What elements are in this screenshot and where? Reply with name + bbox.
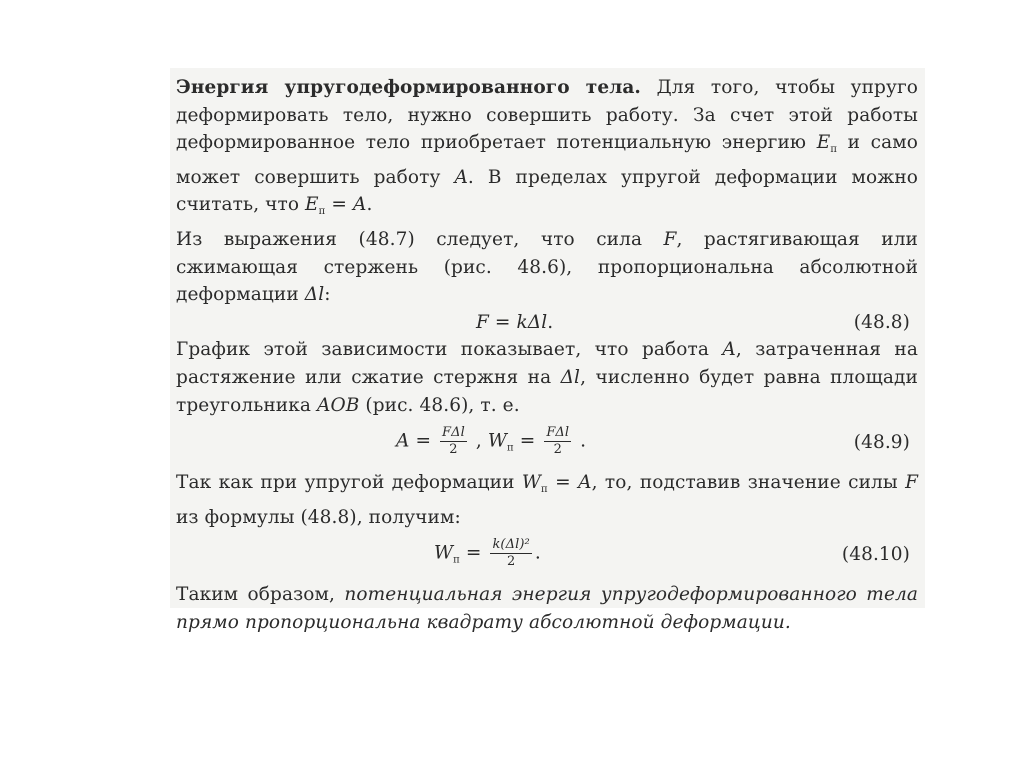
paragraph-1: Энергия упругодеформированного тела. Для того, чтобы упруго деформировать тело, нужно совершить работу. За счет этой работы деформированное тело приобретает потенциальную энергию $E_п$ и само может совершить работу A. В пределах упругой деформации можно считать, что $E_п = A$. xyxy=(176,77,919,218)
formula-expression: A = $\frac{\text{FΔl}}{2}$ , $W_п$ = $\frac{\text{FΔl}}{2}$ . xyxy=(396,425,587,458)
formula-48-9 xyxy=(176,419,918,469)
fraction: $\frac{\text{FΔl}}{2}$ xyxy=(546,425,570,458)
conclusion-italic: потенциальная энергия упругодеформированного тела прямо пропорциональна квадрату абсолютной деформации. xyxy=(176,584,918,633)
paragraph-4: Так как при упругой деформации $W_п = A$, то, подставив значение силы F из формулы (48.8), получим: xyxy=(176,472,918,528)
paragraph-3: График этой зависимости показывает, что работа A, затраченная на растяжение или сжатие стержня на Δl, численно будет равна площади треугольника AOB (рис. 48.6), т. е. xyxy=(176,339,918,416)
formula-expression: $W_п$ = $\frac{\text{k(Δl)²}}{2}$ . xyxy=(434,537,541,570)
formula-number: (48.10) xyxy=(841,544,910,566)
formula-number: (48.9) xyxy=(853,432,910,454)
formula-48-8 xyxy=(176,309,918,337)
paragraph-2: Из выражения (48.7) следует, что сила F, растягивающая или сжимающая стержень (рис. 48.6), пропорциональна абсолютной деформации Δl: xyxy=(176,228,918,306)
paragraph-title: Энергия упругодеформированного тела. xyxy=(176,77,641,98)
formula-expression: F = kΔl. xyxy=(476,311,554,333)
fraction: $\frac{\text{k(Δl)²}}{2}$ xyxy=(492,537,530,570)
paragraph-5: Таким образом, потенциальная энергия упругодеформированного тела прямо пропорциональна квадрату абсолютной деформации. xyxy=(176,584,918,633)
formula-number: (48.8) xyxy=(853,311,910,333)
formula-48-10 xyxy=(176,531,918,581)
textbook-text xyxy=(176,74,918,637)
fraction: $\frac{\text{FΔl}}{2}$ xyxy=(442,425,465,458)
